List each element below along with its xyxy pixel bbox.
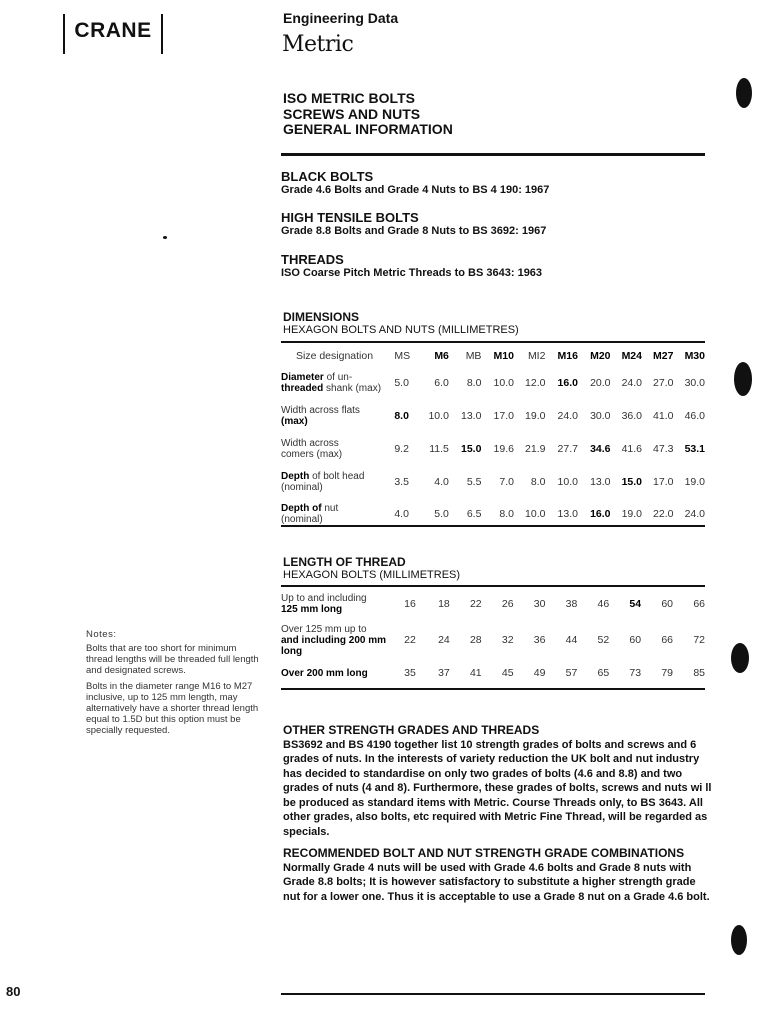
- page-number: 80: [6, 984, 21, 999]
- cell: 5.0: [394, 377, 409, 389]
- cell: 30: [533, 598, 546, 610]
- cell: 16: [404, 598, 416, 610]
- dimensions-top-rule: [281, 341, 705, 343]
- cell: 57: [565, 667, 578, 679]
- size-header: M30: [684, 350, 705, 362]
- size-header: M20: [590, 350, 611, 362]
- cell: 17.0: [653, 475, 674, 488]
- section-text: ISO Coarse Pitch Metric Threads to BS 3643: 1963: [281, 267, 543, 279]
- note-paragraph: Bolts that are too short for minimum thread lengths will be threaded full length and designated screws.: [86, 643, 259, 676]
- size-header: M6: [434, 350, 449, 362]
- cell: 4.0: [434, 475, 449, 488]
- size-header: M24: [621, 350, 642, 362]
- section-heading: THREADS: [281, 252, 344, 267]
- cell: 19.0: [525, 410, 546, 422]
- section-threads: [281, 252, 542, 279]
- cell: 38: [565, 598, 578, 610]
- cell: 65: [597, 667, 610, 679]
- speck-mark: [163, 236, 167, 239]
- title-line-3: GENERAL INFORMATION: [283, 121, 453, 137]
- title-rule: [281, 153, 705, 156]
- dimensions-bottom-rule: [281, 525, 705, 527]
- cell: 19.0: [621, 508, 642, 520]
- cell: 8.0: [394, 410, 409, 422]
- thread-length-heading: LENGTH OF THREAD: [283, 555, 406, 569]
- section-text: Grade 4.6 Bolts and Grade 4 Nuts to BS 4 190: 1967: [281, 184, 550, 196]
- table-row: [281, 465, 705, 498]
- dimensions-heading: DIMENSIONS: [283, 310, 360, 324]
- cell: 73: [629, 667, 642, 679]
- binder-hole-mark: [734, 362, 752, 396]
- cell: 41.6: [621, 443, 642, 455]
- cell: 24.0: [621, 377, 642, 389]
- size-header: MB: [465, 350, 482, 362]
- dimensions-heading-block: [283, 310, 519, 336]
- cell: 8.0: [466, 377, 482, 389]
- cell: 19.6: [493, 443, 514, 455]
- metric-label: Metric: [282, 32, 354, 57]
- cell: 6.5: [466, 508, 482, 520]
- cell: 28: [469, 634, 482, 646]
- cell: 35: [404, 667, 416, 679]
- cell: 15.0: [621, 475, 642, 488]
- size-header: M10: [493, 350, 514, 362]
- cell: 41: [469, 667, 482, 679]
- cell: 66: [693, 598, 705, 610]
- cell: 18: [438, 598, 450, 610]
- size-header-row: [281, 345, 705, 367]
- dimensions-subheading: HEXAGON BOLTS AND NUTS (MILLIMETRES): [283, 324, 519, 336]
- cell: 21.9: [525, 443, 546, 455]
- section-heading: HIGH TENSILE BOLTS: [281, 210, 419, 225]
- recommended-section: [283, 846, 713, 904]
- size-header: MI2: [527, 350, 546, 362]
- cell: 19.0: [684, 475, 705, 488]
- size-header: MS: [394, 350, 411, 362]
- cell: 10.0: [493, 377, 514, 389]
- cell: 16.0: [590, 508, 611, 520]
- cell: 60: [661, 598, 673, 610]
- cell: 46.0: [684, 410, 705, 422]
- other-grades-text: BS3692 and BS 4190 together list 10 strength grades of bolts and screws and 6 grades of nuts. In the interests of variety reduction the UK bolt and nut industry has decided to standardise on only two grades of bolts (4.6 and 8.8) and two grades of nuts (4 and 8). Furthermore, these grades of bolts, screws and nuts wi ll be produced as standard items with Metric. Course Threads only, to BS 3643. All other grades, also bolts, etc required with Metric Fine Thread, will be regarded as specials.: [283, 738, 712, 838]
- cell: 5.0: [434, 508, 449, 520]
- cell: 10.0: [557, 475, 578, 488]
- section-black-bolts: [281, 169, 549, 196]
- cell: 52: [597, 634, 610, 646]
- size-header: M27: [653, 350, 674, 362]
- cell: 13.0: [461, 410, 482, 422]
- row-label: Width across flats (max): [281, 405, 360, 427]
- cell: 37: [438, 667, 450, 679]
- cell: 66: [661, 634, 673, 646]
- cell: 8.0: [499, 508, 514, 520]
- other-grades-heading: OTHER STRENGTH GRADES AND THREADS: [283, 723, 540, 737]
- thread-length-top-rule: [281, 585, 705, 587]
- cell: 12.0: [525, 377, 546, 389]
- cell: 24: [438, 634, 450, 646]
- cell: 15.0: [461, 443, 482, 455]
- table-row: [281, 619, 705, 661]
- cell: 10.0: [428, 410, 449, 422]
- cell: 17.0: [493, 410, 514, 422]
- size-designation-label: Size designation: [296, 349, 374, 362]
- cell: 85: [693, 667, 705, 679]
- cell: 10.0: [525, 508, 546, 520]
- thread-length-subheading: HEXAGON BOLTS (MILLIMETRES): [283, 569, 461, 581]
- cell: 22: [469, 598, 482, 610]
- cell: 45: [501, 667, 514, 679]
- binder-hole-mark: [731, 925, 747, 955]
- other-grades-section: [283, 723, 713, 839]
- cell: 8.0: [530, 475, 546, 488]
- row-label: Over 125 mm up to and including 200 mm long: [281, 623, 387, 657]
- cell: 13.0: [590, 475, 611, 488]
- cell: 6.0: [434, 377, 449, 389]
- cell: 32: [501, 634, 514, 646]
- cell: 44: [565, 634, 578, 646]
- dimensions-table: [281, 345, 705, 530]
- row-label: Diameter of un- threaded shank (max): [281, 372, 382, 394]
- table-row: [281, 367, 705, 399]
- engineering-data-label: Engineering Data: [283, 10, 399, 26]
- cell: 60: [629, 634, 642, 646]
- cell: 16.0: [557, 377, 578, 389]
- cell: 27.0: [653, 377, 674, 389]
- recommended-text: Normally Grade 4 nuts will be used with Grade 4.6 bolts and Grade 8 nuts with Grade 8.8 bolts; It is however satisfactory to substitute a higher strength grade nut for a lower one. Thus it is acceptable to use a Grade 8 nut on a Grade 4.6 bolt.: [283, 861, 710, 903]
- crane-logo: CRANE: [63, 14, 163, 48]
- cell: 30.0: [684, 377, 705, 389]
- cell: 26: [501, 598, 514, 610]
- cell: 30.0: [590, 410, 611, 422]
- cell: 27.7: [557, 443, 578, 455]
- section-heading: BLACK BOLTS: [281, 169, 374, 184]
- row-label: Depth of bolt head (nominal): [281, 470, 365, 493]
- row-label: Over 200 mm long: [281, 667, 368, 679]
- row-label: Width across comers (max): [281, 438, 343, 460]
- cell: 54: [629, 598, 642, 610]
- cell: 36.0: [621, 410, 642, 422]
- cell: 9.2: [394, 443, 409, 455]
- cell: 22: [404, 634, 416, 646]
- cell: 11.5: [429, 443, 449, 455]
- cell: 72: [693, 634, 705, 646]
- table-row: [281, 399, 705, 433]
- thread-length-bottom-rule: [281, 688, 705, 690]
- notes-title: Notes:: [86, 629, 117, 640]
- table-row: [281, 433, 705, 465]
- cell: 34.6: [590, 443, 611, 455]
- title-line-2: SCREWS AND NUTS: [283, 105, 421, 122]
- size-header: M16: [557, 350, 578, 362]
- cell: 53.1: [684, 443, 705, 455]
- thread-length-table: [281, 589, 705, 685]
- cell: 36: [533, 634, 546, 646]
- row-label: Depth of nut (nominal): [281, 503, 339, 525]
- thread-length-heading-block: [283, 555, 460, 581]
- cell: 7.0: [499, 475, 514, 488]
- section-high-tensile-bolts: [281, 210, 546, 237]
- row-label: Up to and including 125 mm long: [281, 593, 367, 615]
- section-text: Grade 8.8 Bolts and Grade 8 Nuts to BS 3692: 1967: [281, 225, 547, 237]
- document-title: [283, 91, 453, 138]
- title-line-1: ISO METRIC BOLTS: [283, 90, 415, 106]
- cell: 41.0: [653, 410, 674, 422]
- notes: [86, 629, 261, 736]
- binder-hole-mark: [731, 643, 749, 673]
- footer-rule: [281, 993, 705, 995]
- cell: 3.5: [394, 475, 409, 488]
- cell: 46: [597, 598, 610, 610]
- cell: 4.0: [394, 508, 409, 520]
- cell: 47.3: [653, 443, 674, 455]
- cell: 22.0: [653, 508, 674, 520]
- cell: 5.5: [466, 475, 482, 488]
- table-row: [281, 661, 705, 685]
- table-row: [281, 589, 705, 619]
- note-paragraph: Bolts in the diameter range M16 to M27 inclusive, up to 125 mm length, may alternatively have a shorter thread length equal to 1.5D but this option must be specially requested.: [86, 681, 259, 736]
- cell: 24.0: [557, 410, 578, 422]
- cell: 20.0: [590, 377, 611, 389]
- binder-hole-mark: [736, 78, 752, 108]
- cell: 24.0: [684, 508, 705, 520]
- recommended-heading: RECOMMENDED BOLT AND NUT STRENGTH GRADE COMBINATIONS: [283, 846, 685, 860]
- cell: 79: [661, 667, 673, 679]
- cell: 13.0: [557, 508, 578, 520]
- cell: 49: [533, 667, 546, 679]
